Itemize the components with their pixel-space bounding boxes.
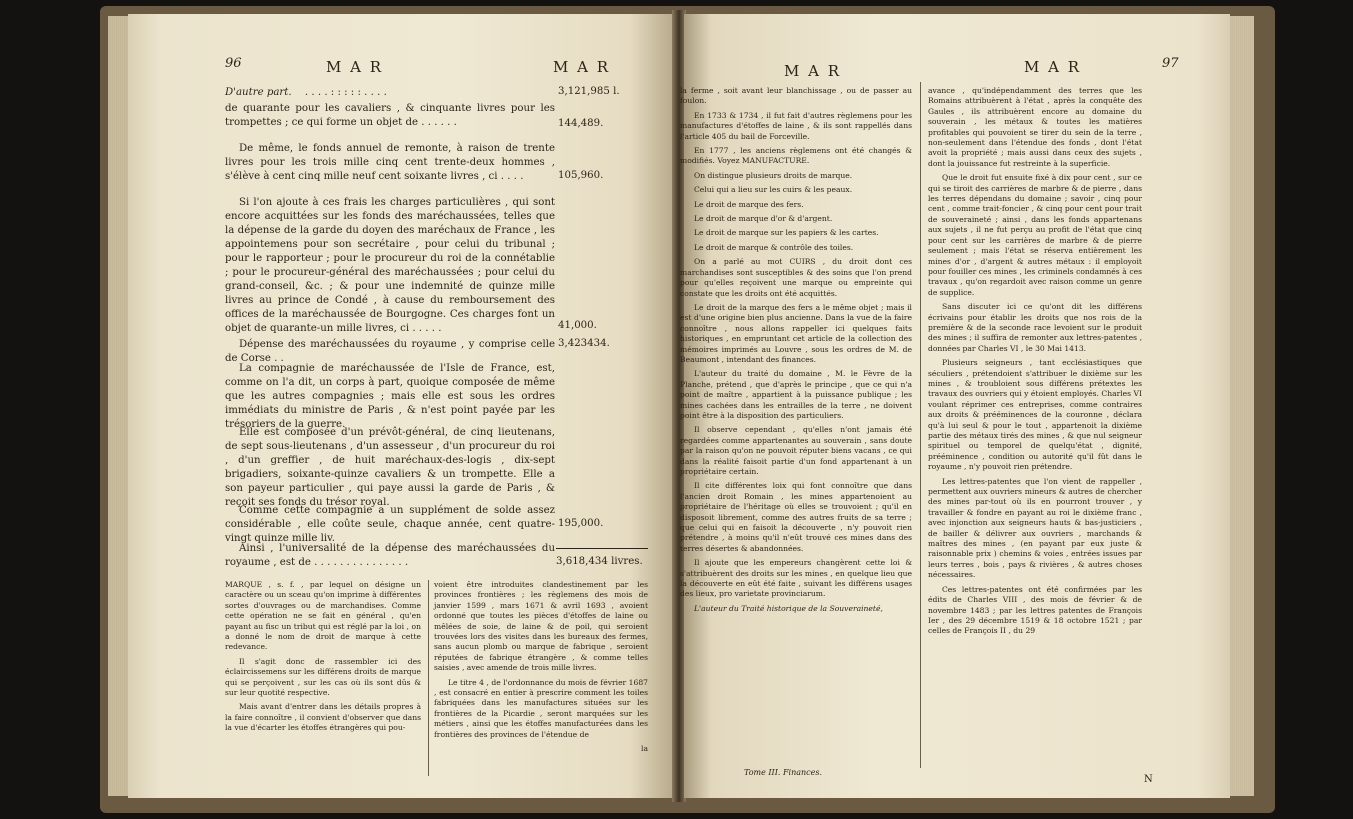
marque-paragraph-4: voient être introduites clandestinement par les provinces frontières ; les règlemens des mois de janvier 1599 , mars 1671 & avril 1693 , avoient ordonné que toutes les pièces d'étoffes de laine ou mêlées de soie, de laine & de poil, qui seroient trouvées lors des visites dans les bureaux des fermes, sans aucun plomb ou marque de fabrique , seroient réputées de fabrique étrangère , & comme telles saisies , avec amende de trois mille livres. [434,580,648,673]
column-divider [428,580,429,776]
right-c2-p1: Que le droit fut ensuite fixé à dix pour cent , sur ce qui se tiroit des carrières de marbre & de pierre , dans les terres dépendans du domaine ; savoir , cinq pour cent , comme trait-foncier , & cinq pour cent pour trait de souveraineté ; ainsi , dans les fonds appartenans aux sujets , il ne fut perçu au profit de l'état que cinq pour cent sur les carrières de marbre & de pierre seulement ; mais l'état se réserva entièrement les mines d'or , d'argent & autres métaux : il employoit pour fouiller ces mines , les criminels condamnés à ces travaux , qu'on regardoit avec raison comme un genre de supplice. [928,173,1142,297]
right-c1-p1: En 1733 & 1734 , il fut fait d'autres règlemens pour les manufactures d'étoffes de laine , & ils sont rappellés dans l'article 405 du bail de Forceville. [680,110,912,141]
amount-7: 195,000. [558,518,604,529]
left-paragraph-5: La compagnie de maréchaussée de l'Isle de France, est, comme on l'a dit, un corps à part, quoique composée de même que les autres compagnies ; mais elle est sous les ordres immédiats du ministre de Paris , & n'est point payée par les trésoriers de la guerre. [225,363,555,430]
right-column-1 [680,86,912,618]
right-page [680,14,1230,798]
left-paragraph-8: Ainsi , l'universalité de la dépense des maréchaussées du royaume , est de . . . . . . . . . . . . . . . [225,543,555,568]
left-paragraph-6: Elle est composée d'un prévôt-général, de cinq lieutenans, de sept sous-lieutenans , d'un assesseur , d'un procureur du roi , d'un greffier , de huit maréchaux-des-logis , dix-sept brigadiers, soixante-quinze cavaliers & un trompette. Elle a son payeur particulier , qui paye aussi la garde de Paris , & reçoit ses fonds du trésor royal. [225,427,555,508]
amount-4: 3,423434. [558,338,610,349]
right-c1-p11: L'auteur du traité du domaine , M. le Fèvre de la Planche, prétend , que d'après le principe , que ce qui n'a point de maître , appartient à la puissance publique ; les mines cachées dans les entrailles de la terre , ne doivent point être à la disposition des particuliers. [680,369,912,420]
signature-mark-N: N [1144,774,1153,785]
right-c1-p15: L'auteur du Traité historique de la Souveraineté, [694,603,883,613]
signature-left: Tome III. Finances. [744,768,823,777]
marque-paragraph-2: Il s'agit donc de rassembler ici des éclaircissemens sur les différens droits de marque qui se perçoivent , sur les cas où ils sont dûs & sur leur quotité respective. [225,656,421,698]
right-c1-p6: Le droit de marque d'or & d'argent. [694,214,833,224]
right-c1-p12: Il observe cependant , qu'elles n'ont jamais été regardées comme appartenantes au souverain , sans doute par la raison qu'on ne pouvoit réputer biens vacans , ce qui dans la réalité faisoit partie d'un fond appartenant à un propriétaire certain. [680,425,912,476]
catchword-left: la [641,744,648,754]
left-paragraph-7: Comme cette compagnie a un supplément de solde assez considérable , elle coûte seule, chaque année, cent quatre-vingt quinze mille liv. [225,505,555,544]
left-paragraph-1: de quarante pour les cavaliers , & cinquante livres pour les trompettes ; ce qui forme un objet de . . . . . . [225,103,555,128]
right-column-2 [928,86,1142,641]
amount-3: 41,000. [558,320,597,331]
marque-paragraph-5: Le titre 4 , de l'ordonnance du mois de février 1687 , est consacré en entier à prescrire comment les toiles fabriquées dans les manufactures situées sur les frontières de la Picardie , seront marquées sur les métiers , ainsi que les étoffes manufacturées dans les frontières des provinces de l'étendue de [434,677,648,739]
right-c1-p9: On a parlé au mot CUIRS , du droit dont ces marchandises sont susceptibles & des soins que l'on prend pour qu'elles reçoivent une marque ou empreinte qui constate que les droits ont été acquittés. [680,257,912,298]
right-c1-p13: Il cite différentes loix qui font connoître que dans l'ancien droit Romain , les mines appartenoient au propriétaire de l'héritage où elles se trouvoient ; qu'il en disposoit librement, comme des autres fruits de sa terre ; que celui qui en faisoit la découverte , n'y pouvoit rien prétendre , à moins qu'il n'eût trouvé ces mines dans des terres désertes & abandonnées. [680,481,912,553]
left-running-head-left: M A R [326,58,384,76]
right-c1-p5: Le droit de marque des fers. [694,199,804,209]
amount-1: 144,489. [558,118,604,129]
right-c2-p0: avance , qu'indépendamment des terres que les Romains attribuèrent à l'état , après la conquête des Gaules , ils attribuèrent encore au domaine du souverain , les métaux & toutes les matières profitables qui pouvoient se tirer du sein de la terre , non-seulement dans l'étendue des fonds , dont l'état avoit la propriété ; mais aussi dans ceux des sujets , dont la jouissance fut restreinte à la superficie. [928,86,1142,168]
right-c2-p5: Ces lettres-patentes ont été confirmées par les édits de Charles VIII , des mois de février & de novembre 1483 ; par les lettres patentes de François Ier , des 29 décembre 1519 & 18 octobre 1521 ; par celles de François II , du 29 [928,584,1142,636]
right-c1-p10: Le droit de la marque des fers a le même objet ; mais il est d'une origine bien plus ancienne. Dans la vue de la faire connoître , nous allons rappeller ici quelques faits historiques , en empruntant cet article de la collection des mémoires imprimés au Louvre , sous les ordres de M. de Beaumont , intendant des finances. [680,302,912,364]
right-running-head-left: M A R [784,62,842,80]
right-page-edges [1228,16,1254,796]
carried-amount: 3,121,985 l. [558,86,620,97]
right-c1-p2: En 1777 , les anciens règlemens ont été changés & modifiés. Voyez MANUFACTURE. [680,146,912,166]
right-c2-p2: Sans discuter ici ce qu'ont dit les différens écrivains pour établir les droits que nos rois de la première & de la seconde race levoient sur le produit des mines ; il suffira de remonter aux lettres-patentes , données par Charles VI , le 30 Mai 1413. [928,302,1142,353]
right-page-number: 97 [1162,56,1179,71]
amount-total: 3,618,434 livres. [556,556,643,567]
right-c2-p4: Les lettres-patentes que l'on vient de rappeller , permettent aux ouvriers mineurs & autres de chercher des mines par-tout où ils en pourront trouver , y travailler & fondre en payant au roi le dixième franc , avec injonction aux seigneurs hauts & bas-justiciers , de bailler & délivrer aux ouvriers , marchands & maîtres des mines , (en payant par eux juste & raisonnable prix ) chemins & voies , entrées issues par leurs terres , bois , pays & rivières , & autres choses nécessaires. [928,476,1142,580]
right-c1-p0: la ferme , soit avant leur blanchissage , ou de passer au foulon. [680,86,912,106]
left-page-number: 96 [225,56,242,71]
left-column-2 [434,580,648,759]
right-column-divider [920,82,921,768]
amount-2: 105,960. [558,170,604,181]
right-c1-p14: Il ajoute que les empereurs changèrent cette loi & s'attribuèrent des droits sur les mines , en quelque lieu que la découverte en eût été faite , suivant les différens usages des lieux, pro varietate provinciarum. [680,558,912,599]
carried-dots: . . . . : : : : : . . . . [304,87,387,98]
right-c2-p3: Plusieurs seigneurs , tant ecclésiastiques que séculiers , prétendoient s'attribuer le dixième sur les mines , & troubloient sous différens prétextes les travaux des ouvriers qui y étoient employés. Charles VI voulant réprimer ces entreprises, comme contraires aux droits & prééminences de la couronne , déclara qu'à lui seul & pour le tout , appartenoit la dixième partie des métaux tirés des mines , & que nul seigneur spirituel ou temporel de quelqu'état , dignité, prééminence , condition ou autorité qu'il fût dans le royaume , n'y pouvoit rien prétendre. [928,358,1142,472]
marque-definition: MARQUE , s. f. , par lequel on désigne un caractère ou un sceau qu'on imprime à différentes sortes d'ouvrages ou de marchandises. Comme cette opération ne se fait en général , qu'en payant au fisc un tribut qui est réglé par la loi , on a donné le nom de droit de marque à cette redevance. [225,580,421,652]
left-running-head-right: M A R [553,58,611,76]
left-paragraph-3: Si l'on ajoute à ces frais les charges particulières , qui sont encore acquittées sur les fonds des maréchaussées, telles que la dépense de la garde du doyen des maréchaux de France , les appointemens pour son secrétaire , pour celui du tribunal ; pour le rapporteur ; pour le procureur du roi de la connétablie ; pour le procureur-général des maréchaussées ; pour celui du grand-conseil, &c. ; & pour une indemnité de quinze mille livres au prince de Condé , à cause du remboursement des offices de la maréchaussée de Bourgogne. Ces charges font un objet de quarante-un mille livres, ci . . . . . [225,197,555,334]
right-running-head-right: M A R [1024,58,1082,76]
left-paragraph-4: Dépense des maréchaussées du royaume , y comprise celle de Corse . . [225,339,555,364]
right-c1-p4: Celui qui a lieu sur les cuirs & les peaux. [694,185,853,195]
total-rule [556,548,648,549]
right-c1-p3: On distingue plusieurs droits de marque. [694,170,853,180]
left-page [128,14,673,798]
right-c1-p7: Le droit de marque sur les papiers & les cartes. [694,228,879,238]
left-column-1 [225,580,421,738]
carried-label: D'autre part. [225,87,292,98]
left-paragraph-2: De même, le fonds annuel de remonte, à raison de trente livres pour les trois mille cinq cent trente-deux hommes , s'élève à cent cinq mille neuf cent soixante livres , ci . . . . [225,143,555,182]
right-c1-p8: Le droit de marque & contrôle des toiles. [694,242,854,252]
left-page-edges [108,16,130,796]
marque-paragraph-3: Mais avant d'entrer dans les détails propres à la faire connoître , il convient d'observer que dans la vue d'écarter les étoffes étrangères qui pou- [225,702,421,733]
